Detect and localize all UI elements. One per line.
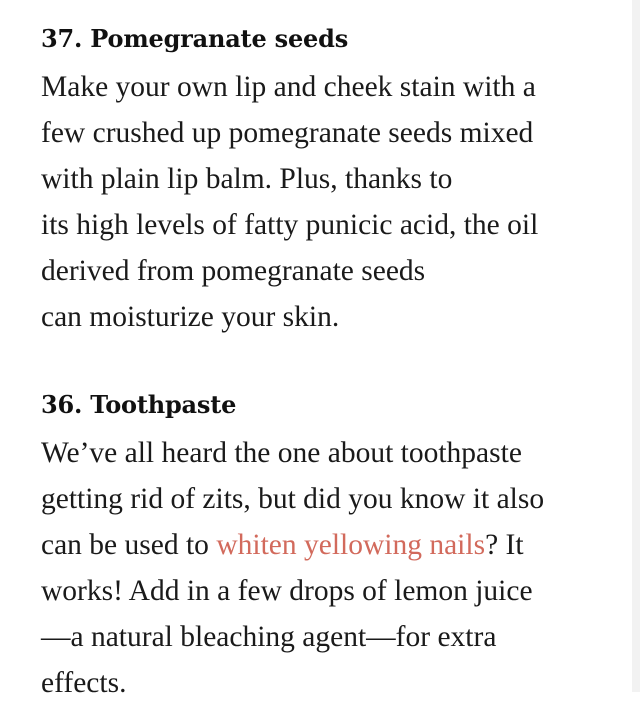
paragraph-line: effects. xyxy=(41,667,127,699)
paragraph-line: its high levels of fatty punicic acid, the oil xyxy=(41,209,539,241)
paragraph-line: Make your own lip and cheek stain with a xyxy=(41,71,536,103)
scroll-edge xyxy=(632,0,640,692)
whiten-nails-link[interactable]: whiten yellowing nails xyxy=(216,529,486,561)
section-title-pomegranate: 37. Pomegranate seeds xyxy=(41,24,349,53)
paragraph-line: —a natural bleaching agent—for extra xyxy=(41,621,497,653)
section-toothpaste xyxy=(41,380,621,706)
section-paragraph-toothpaste xyxy=(41,430,621,706)
paragraph-line: can moisturize your skin. xyxy=(41,301,340,333)
section-paragraph-pomegranate xyxy=(41,64,621,340)
link-line-suffix: ? It xyxy=(485,529,524,561)
paragraph-line: getting rid of zits, but did you know it also xyxy=(41,483,545,515)
section-pomegranate-seeds xyxy=(41,14,621,340)
paragraph-line: We’ve all heard the one about toothpaste xyxy=(41,437,522,469)
section-title-toothpaste: 36. Toothpaste xyxy=(41,390,237,419)
paragraph-line: works! Add in a few drops of lemon juice xyxy=(41,575,533,607)
paragraph-line: derived from pomegranate seeds xyxy=(41,255,426,287)
paragraph-line-with-link xyxy=(41,522,621,568)
paragraph-line: few crushed up pomegranate seeds mixed xyxy=(41,117,534,149)
link-line-prefix: can be used to xyxy=(41,529,217,561)
paragraph-line: with plain lip balm. Plus, thanks to xyxy=(41,163,453,195)
section-spacer xyxy=(41,340,621,380)
article-body xyxy=(41,14,621,706)
